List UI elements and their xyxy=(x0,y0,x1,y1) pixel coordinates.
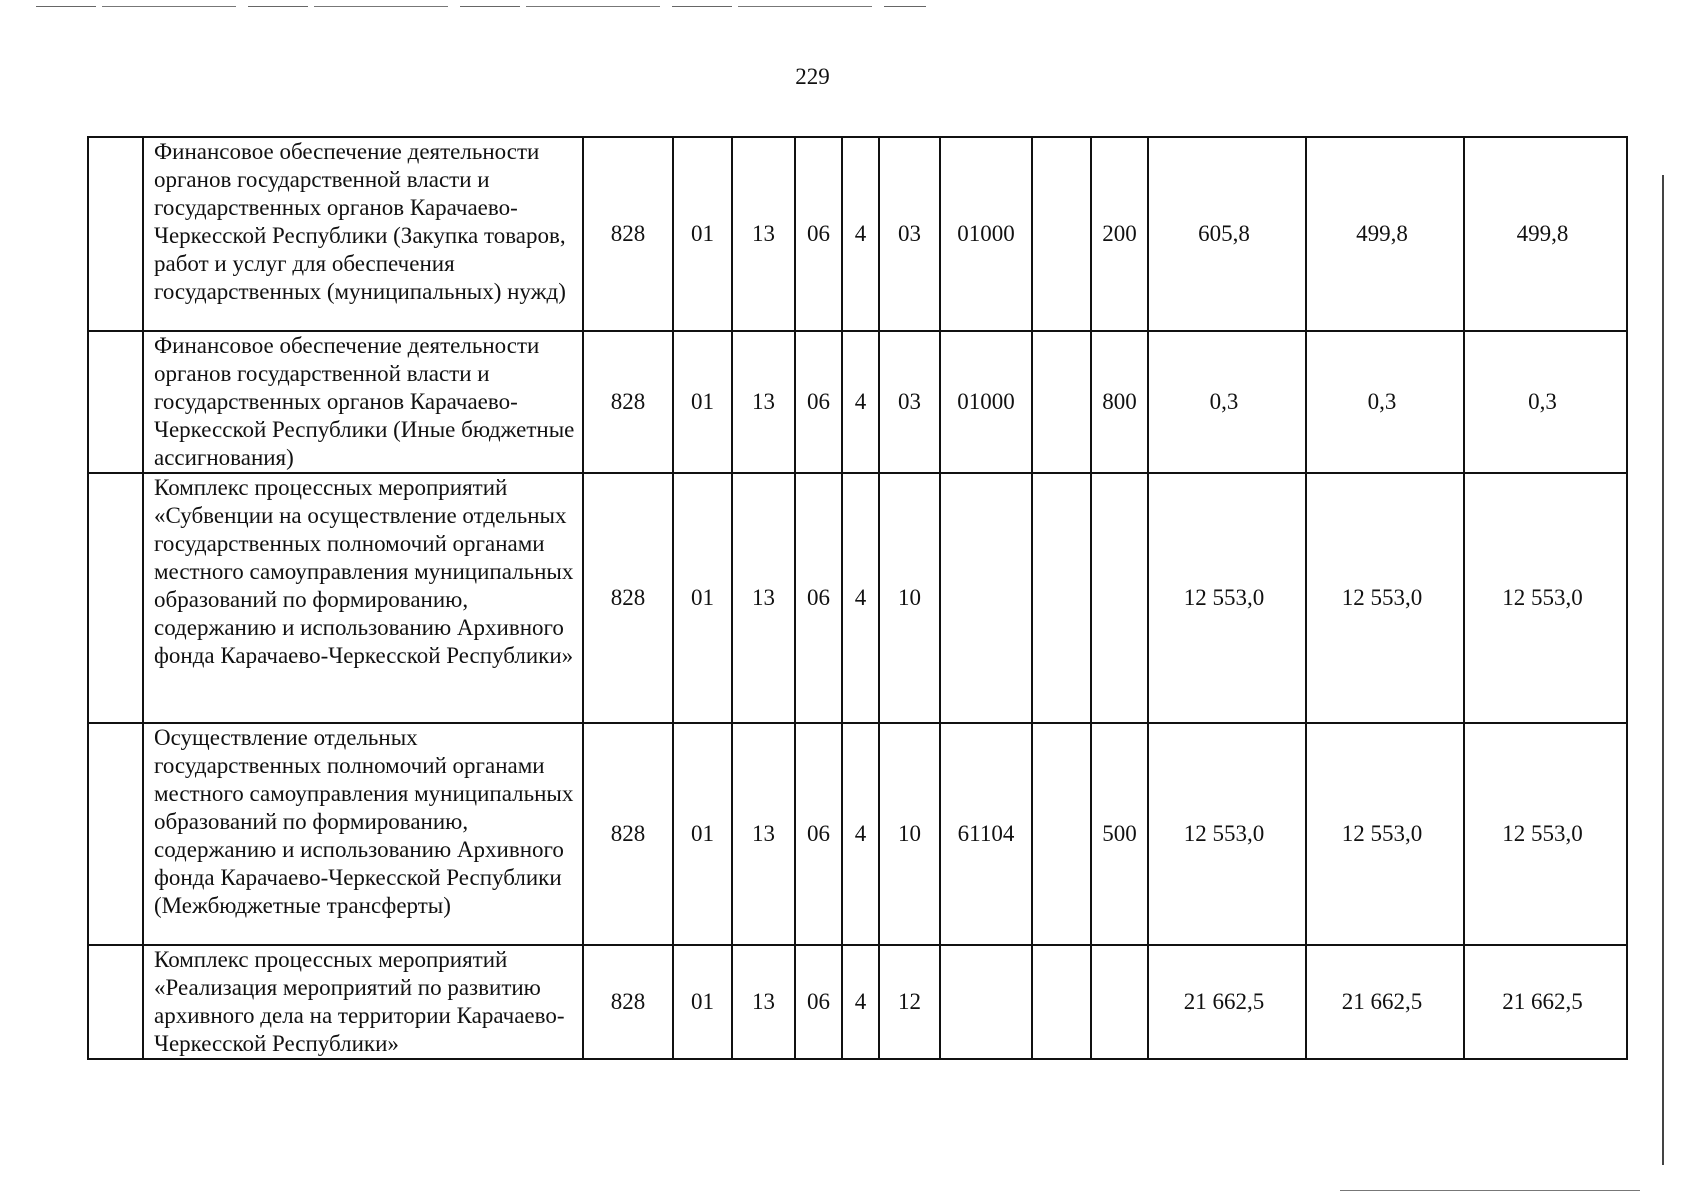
sum-year-1: 12 553,0 xyxy=(1148,723,1306,945)
direction-code: 61104 xyxy=(940,723,1032,945)
row-name: Комплекс процессных мероприятий «Субвенции на осуществление отдельных государственных полномочий органами местного самоуправления муниципальных образований по формированию, содержанию и использованию Архивного фонда Карачаево-Черкесской Республики» xyxy=(143,473,583,723)
extra-code xyxy=(1032,473,1091,723)
subsection-code: 13 xyxy=(732,137,795,331)
section-code: 01 xyxy=(673,945,732,1059)
direction-code xyxy=(940,473,1032,723)
table-row xyxy=(88,331,1627,473)
subprogram-code: 4 xyxy=(842,723,879,945)
subprogram-code: 4 xyxy=(842,331,879,473)
program-code: 06 xyxy=(795,331,842,473)
expense-type-code xyxy=(1091,945,1148,1059)
ministry-code: 828 xyxy=(583,945,673,1059)
subsection-code: 13 xyxy=(732,945,795,1059)
sum-year-1: 21 662,5 xyxy=(1148,945,1306,1059)
expense-type-code xyxy=(1091,473,1148,723)
sum-year-2: 12 553,0 xyxy=(1306,723,1464,945)
row-name: Финансовое обеспечение деятельности органов государственной власти и государственных органов Карачаево-Черкесской Республики (Закупка товаров, работ и услуг для обеспечения государственных (муниципальных) нужд) xyxy=(143,137,583,331)
row-number-cell xyxy=(88,137,143,331)
sum-year-1: 605,8 xyxy=(1148,137,1306,331)
row-number-cell xyxy=(88,723,143,945)
row-name: Осуществление отдельных государственных полномочий органами местного самоуправления муниципальных образований по формированию, содержанию и использованию Архивного фонда Карачаево-Черкесской Республики (Межбюджетные трансферты) xyxy=(143,723,583,945)
event-code: 03 xyxy=(879,331,940,473)
program-code: 06 xyxy=(795,945,842,1059)
page-number: 229 xyxy=(795,64,830,89)
subsection-code: 13 xyxy=(732,331,795,473)
section-code: 01 xyxy=(673,473,732,723)
sum-year-2: 0,3 xyxy=(1306,331,1464,473)
event-code: 03 xyxy=(879,137,940,331)
program-code: 06 xyxy=(795,137,842,331)
budget-table xyxy=(87,136,1628,1060)
event-code: 10 xyxy=(879,473,940,723)
direction-code: 01000 xyxy=(940,331,1032,473)
scan-artifact-top-line xyxy=(36,6,926,7)
direction-code xyxy=(940,945,1032,1059)
extra-code xyxy=(1032,945,1091,1059)
table-row xyxy=(88,723,1627,945)
section-code: 01 xyxy=(673,137,732,331)
sum-year-1: 0,3 xyxy=(1148,331,1306,473)
scan-artifact-right-line xyxy=(1662,175,1664,1165)
sum-year-2: 499,8 xyxy=(1306,137,1464,331)
row-number-cell xyxy=(88,945,143,1059)
expense-type-code: 800 xyxy=(1091,331,1148,473)
row-number-cell xyxy=(88,331,143,473)
subprogram-code: 4 xyxy=(842,473,879,723)
sum-year-3: 0,3 xyxy=(1464,331,1627,473)
expense-type-code: 200 xyxy=(1091,137,1148,331)
row-number-cell xyxy=(88,473,143,723)
event-code: 10 xyxy=(879,723,940,945)
section-code: 01 xyxy=(673,331,732,473)
subprogram-code: 4 xyxy=(842,137,879,331)
event-code: 12 xyxy=(879,945,940,1059)
extra-code xyxy=(1032,137,1091,331)
sum-year-3: 12 553,0 xyxy=(1464,723,1627,945)
ministry-code: 828 xyxy=(583,473,673,723)
scan-artifact-bottom-line xyxy=(1340,1190,1640,1191)
subsection-code: 13 xyxy=(732,473,795,723)
ministry-code: 828 xyxy=(583,137,673,331)
ministry-code: 828 xyxy=(583,331,673,473)
table-row xyxy=(88,945,1627,1059)
program-code: 06 xyxy=(795,723,842,945)
sum-year-2: 12 553,0 xyxy=(1306,473,1464,723)
table-row xyxy=(88,137,1627,331)
sum-year-3: 499,8 xyxy=(1464,137,1627,331)
extra-code xyxy=(1032,723,1091,945)
row-name: Комплекс процессных мероприятий «Реализация мероприятий по развитию архивного дела на территории Карачаево-Черкесской Республики» xyxy=(143,945,583,1059)
program-code: 06 xyxy=(795,473,842,723)
sum-year-3: 12 553,0 xyxy=(1464,473,1627,723)
sum-year-3: 21 662,5 xyxy=(1464,945,1627,1059)
expense-type-code: 500 xyxy=(1091,723,1148,945)
row-name: Финансовое обеспечение деятельности органов государственной власти и государственных органов Карачаево-Черкесской Республики (Иные бюджетные ассигнования) xyxy=(143,331,583,473)
table-row xyxy=(88,473,1627,723)
sum-year-1: 12 553,0 xyxy=(1148,473,1306,723)
subprogram-code: 4 xyxy=(842,945,879,1059)
sum-year-2: 21 662,5 xyxy=(1306,945,1464,1059)
subsection-code: 13 xyxy=(732,723,795,945)
section-code: 01 xyxy=(673,723,732,945)
extra-code xyxy=(1032,331,1091,473)
ministry-code: 828 xyxy=(583,723,673,945)
direction-code: 01000 xyxy=(940,137,1032,331)
